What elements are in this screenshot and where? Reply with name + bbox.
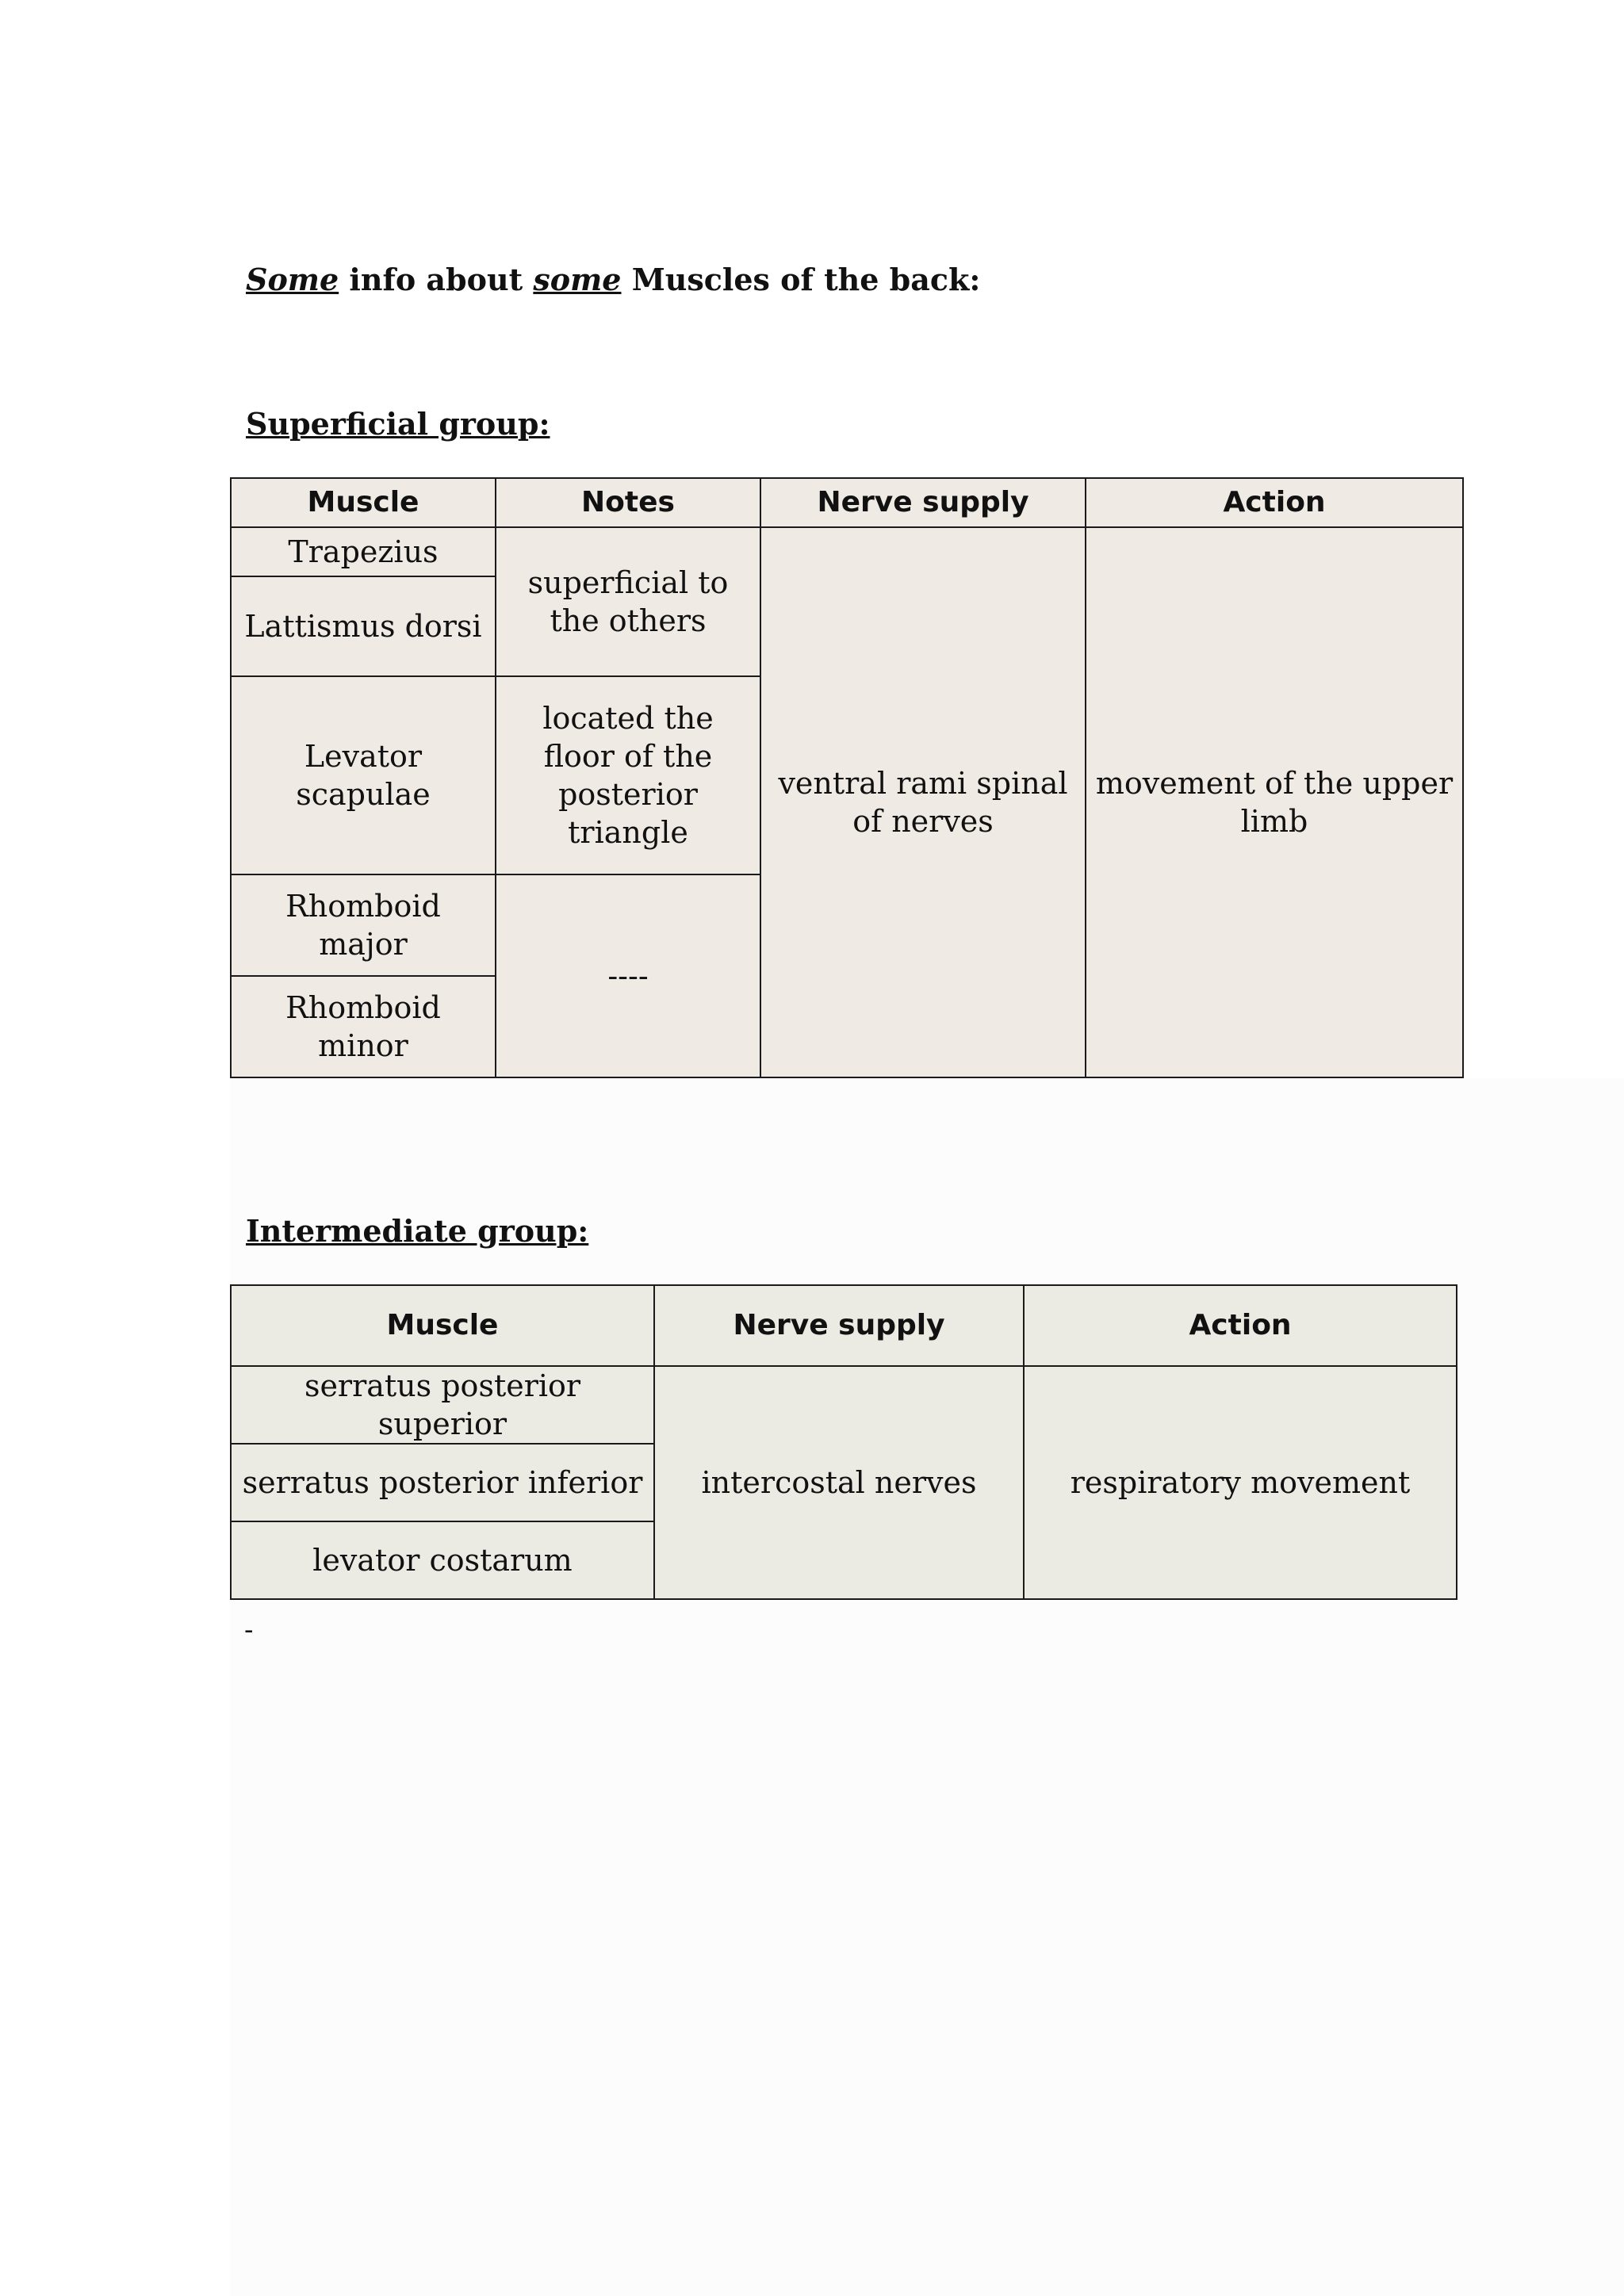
header-muscle: Muscle bbox=[231, 478, 496, 527]
notes-cell: superficial to the others bbox=[496, 527, 760, 676]
nerve-supply-cell: ventral rami spinal of nerves bbox=[760, 527, 1086, 1077]
header-nerve-supply: Nerve supply bbox=[760, 478, 1086, 527]
muscle-cell: levator costarum bbox=[231, 1521, 654, 1599]
muscle-cell: Rhomboid major bbox=[231, 874, 496, 976]
intermediate-group-heading: Intermediate group: bbox=[246, 1213, 589, 1249]
page-background-tint bbox=[230, 1078, 1624, 2296]
superficial-group-heading: Superficial group: bbox=[246, 406, 550, 442]
title-some-1: Some bbox=[246, 262, 339, 297]
header-action: Action bbox=[1086, 478, 1463, 527]
muscle-cell: serratus posterior inferior bbox=[231, 1444, 654, 1521]
title-text-2: Muscles of the back: bbox=[621, 262, 981, 297]
header-notes: Notes bbox=[496, 478, 760, 527]
notes-cell: located the floor of the posterior triangle bbox=[496, 676, 760, 874]
trailing-dash: - bbox=[244, 1614, 254, 1646]
notes-cell: ---- bbox=[496, 874, 760, 1077]
nerve-supply-cell: intercostal nerves bbox=[654, 1366, 1024, 1599]
muscle-cell: Levator scapulae bbox=[231, 676, 496, 874]
table-header-row bbox=[231, 1285, 1457, 1366]
action-cell: respiratory movement bbox=[1024, 1366, 1457, 1599]
muscle-cell: Trapezius bbox=[231, 527, 496, 576]
header-action: Action bbox=[1024, 1285, 1457, 1366]
intermediate-group-table bbox=[230, 1284, 1457, 1600]
muscle-cell: serratus posterior superior bbox=[231, 1366, 654, 1444]
header-nerve-supply: Nerve supply bbox=[654, 1285, 1024, 1366]
title-text-1: info about bbox=[339, 262, 534, 297]
muscle-cell: Lattismus dorsi bbox=[231, 576, 496, 676]
table-row bbox=[231, 527, 1463, 576]
table-header-row bbox=[231, 478, 1463, 527]
action-cell: movement of the upper limb bbox=[1086, 527, 1463, 1077]
superficial-group-table bbox=[230, 477, 1464, 1078]
muscle-cell: Rhomboid minor bbox=[231, 976, 496, 1077]
header-muscle: Muscle bbox=[231, 1285, 654, 1366]
table-row bbox=[231, 1366, 1457, 1444]
title-some-2: some bbox=[533, 262, 622, 297]
document-title bbox=[246, 262, 980, 297]
